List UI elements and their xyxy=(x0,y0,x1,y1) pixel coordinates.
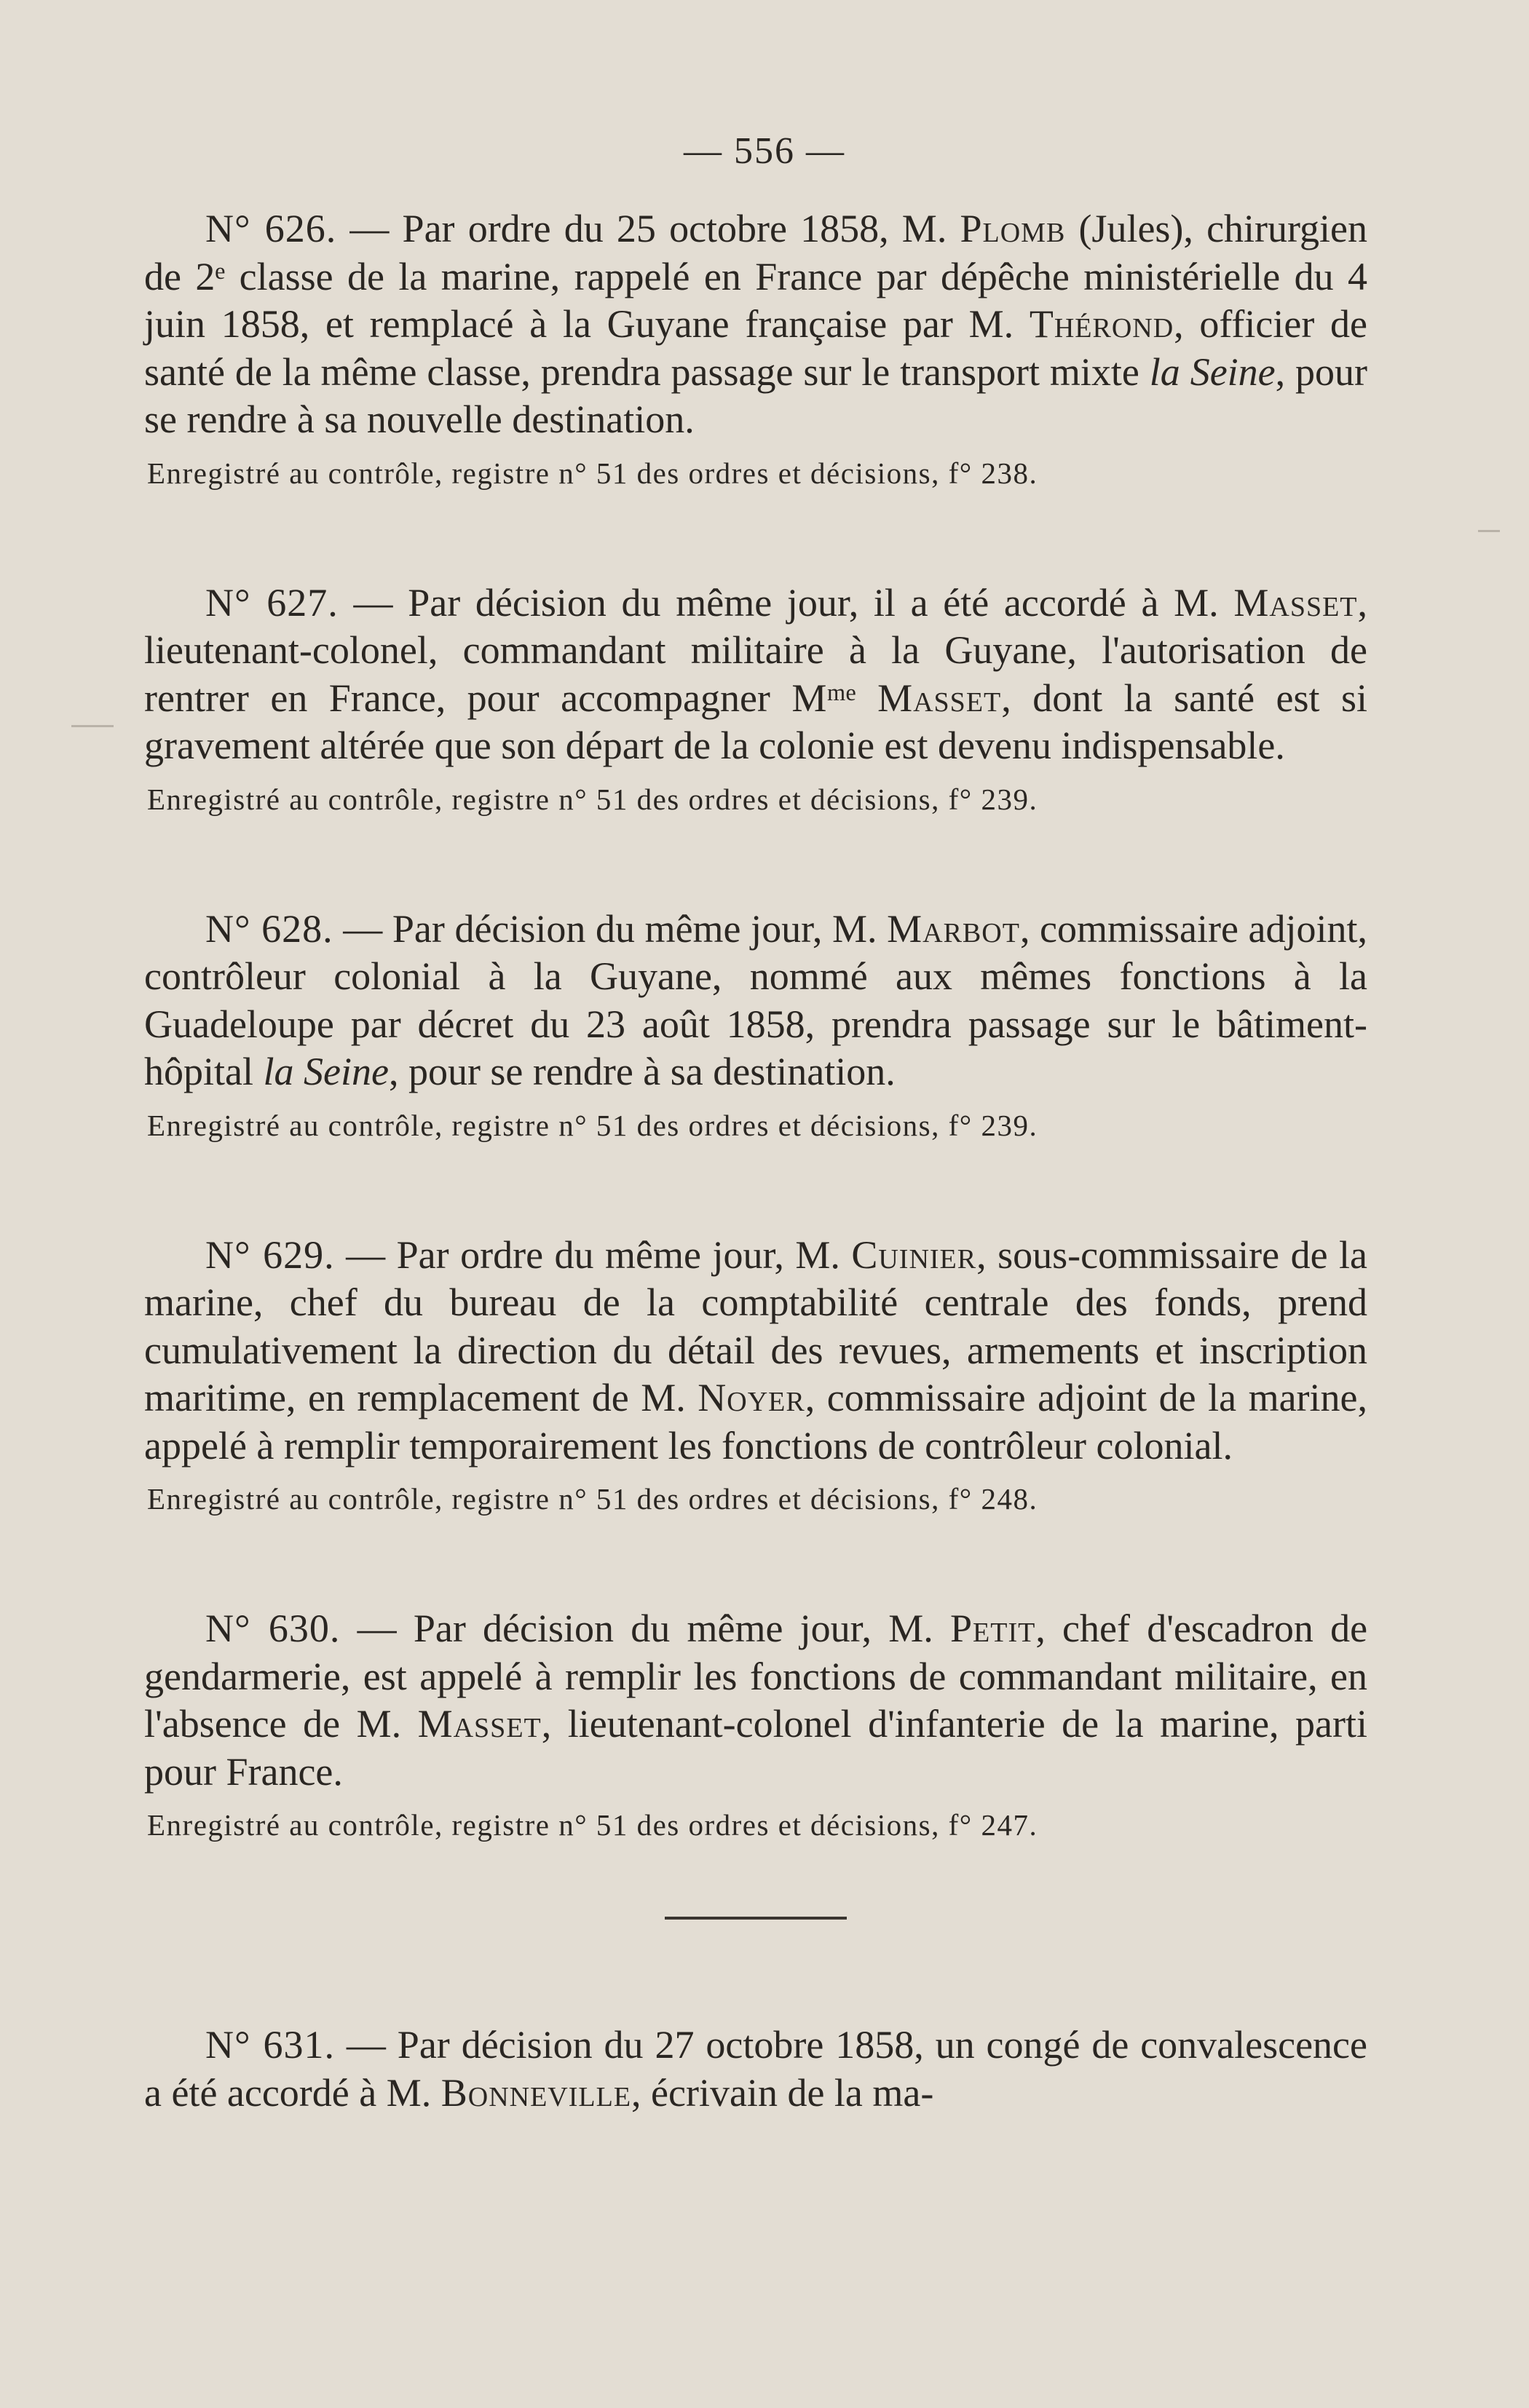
ship-name: la Seine xyxy=(263,1050,389,1093)
entry-text: N° 627. — Par décision du même jour, il a été accordé à M. Masset, lieutenant-colonel, commandant militaire à la Guyane, l'autorisation de rentrer en France, pour accompagner Mᵐᵉ Masset, dont la santé est si gravement altérée que son départ de la colonie est devenu indispensable. xyxy=(144,580,1368,767)
person-name: Cuinier xyxy=(851,1232,977,1277)
entry-text: N° 626. — Par ordre du 25 octobre 1858, M. Plomb (Jules), chirurgien de 2ᵉ classe de la marine, rappelé en France par dépêche ministérielle du 4 juin 1858, et remplacé à la Guyane française par M. Thérond, officier de santé de la même classe, prendra passage sur le transport mixte la Seine, pour se rendre à sa nouvelle destination. xyxy=(144,207,1368,441)
person-name: Bonneville xyxy=(440,2070,632,2115)
entry-631 xyxy=(144,2021,1367,2117)
registry-note: Enregistré au contrôle, registre n° 51 des ordres et décisions, f° 238. xyxy=(147,456,1038,490)
margin-mark xyxy=(71,725,114,727)
entry-629 xyxy=(144,1232,1367,1520)
registry-note: Enregistré au contrôle, registre n° 51 des ordres et décisions, f° 239. xyxy=(147,782,1038,816)
section-divider xyxy=(665,1917,847,1920)
page-number: — 556 — xyxy=(684,130,845,172)
entry-626 xyxy=(144,205,1367,494)
entry-number: N° 628. xyxy=(205,906,333,951)
entry-text: N° 630. — Par décision du même jour, M. Petit, chef d'escadron de gendarmerie, est appelé à remplir les fonctions de commandant militaire, en l'absence de M. Masset, lieutenant-colonel d'infanterie de la marine, parti pour France. xyxy=(144,1607,1368,1794)
entry-number: N° 627. xyxy=(205,580,339,625)
person-name: Thérond xyxy=(1029,302,1174,346)
entry-number: N° 629. xyxy=(205,1232,335,1277)
entry-630 xyxy=(144,1605,1367,1845)
person-name: Plomb xyxy=(960,207,1066,250)
person-name: Masset xyxy=(417,1702,542,1746)
entry-number: N° 630. xyxy=(205,1607,341,1650)
person-name: Masset xyxy=(1233,580,1358,625)
person-name: Noyer xyxy=(698,1376,805,1419)
margin-mark xyxy=(1478,530,1500,532)
registry-note: Enregistré au contrôle, registre n° 51 des ordres et décisions, f° 248. xyxy=(147,1482,1038,1516)
registry-note: Enregistré au contrôle, registre n° 51 des ordres et décisions, f° 247. xyxy=(147,1808,1038,1842)
entry-text: N° 629. — Par ordre du même jour, M. Cuinier, sous-commissaire de la marine, chef du bureau de la comptabilité centrale des fonds, prend cumulativement la direction du détail des revues, armements et inscription maritime, en remplacement de M. Noyer, commissaire adjoint de la marine, appelé à remplir temporairement les fonctions de contrôleur colonial. xyxy=(144,1232,1368,1468)
registry-note: Enregistré au contrôle, registre n° 51 des ordres et décisions, f° 239. xyxy=(147,1108,1038,1142)
person-name: Marbot xyxy=(887,906,1020,951)
ship-name: la Seine xyxy=(1149,349,1276,394)
document-body xyxy=(144,205,1367,2203)
entry-text: N° 628. — Par décision du même jour, M. Marbot, commissaire adjoint, contrôleur colonial à la Guyane, nommé aux mêmes fonctions à la Guadeloupe par décret du 23 août 1858, prendra passage sur le bâtiment-hôpital la Seine, pour se rendre à sa destination. xyxy=(144,906,1368,1093)
person-name: Petit xyxy=(949,1607,1036,1650)
person-name: Masset xyxy=(877,676,1002,720)
entry-628 xyxy=(144,906,1367,1146)
entry-number: N° 626. xyxy=(205,207,337,250)
entry-text: N° 631. — Par décision du 27 octobre 1858, un congé de convalescence a été accordé à M. Bonneville, écrivain de la ma- xyxy=(144,2023,1367,2115)
entry-number: N° 631. xyxy=(205,2023,335,2067)
entry-627 xyxy=(144,579,1367,820)
